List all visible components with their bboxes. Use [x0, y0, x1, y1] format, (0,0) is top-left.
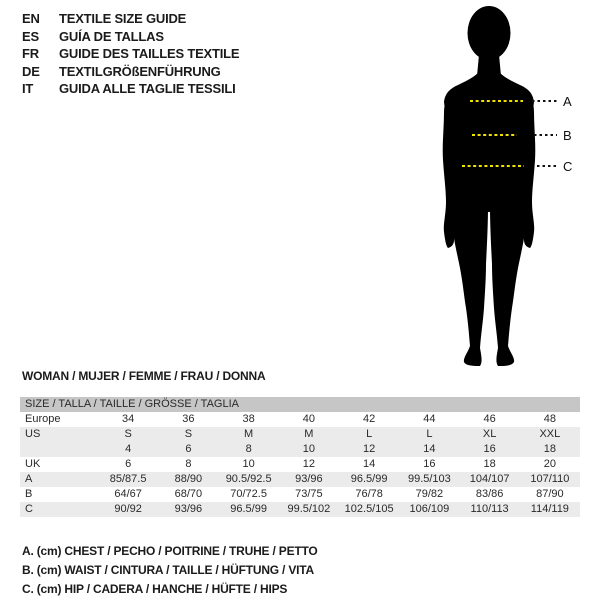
- language-code: EN: [22, 11, 40, 26]
- language-label: TEXTILGRÖßENFÜHRUNG: [59, 63, 221, 79]
- language-label: GUIDA ALLE TAGLIE TESSILI: [59, 81, 236, 96]
- language-label: GUIDE DES TAILLES TEXTILE: [59, 46, 240, 61]
- table-cell: 10: [302, 443, 315, 455]
- table-row: [20, 427, 580, 442]
- table-cell: 6: [185, 443, 192, 455]
- table-cell: 99.5/102: [287, 503, 331, 515]
- size-table-body: [20, 412, 580, 517]
- table-row: [20, 457, 580, 472]
- table-cell: 36: [182, 413, 195, 425]
- table-row-label: UK: [25, 458, 41, 470]
- table-cell: XXL: [539, 428, 561, 440]
- group-title: WOMAN / MUJER / FEMME / FRAU / DONNA: [22, 369, 266, 383]
- table-row-label: US: [25, 428, 41, 440]
- table-cell: 48: [543, 413, 556, 425]
- legend-line: B. (cm) WAIST / CINTURA / TAILLE / HÜFTUNG / VITA: [22, 563, 314, 577]
- size-table: [20, 397, 580, 517]
- language-code: DE: [22, 63, 40, 79]
- legend-line: C. (cm) HIP / CADERA / HANCHE / HÜFTE / HIPS: [22, 582, 288, 596]
- table-cell: 73/75: [295, 488, 323, 500]
- table-cell: L: [366, 428, 373, 440]
- table-cell: 8: [245, 443, 252, 455]
- table-cell: L: [426, 428, 433, 440]
- table-cell: 46: [483, 413, 496, 425]
- table-cell: 16: [483, 443, 496, 455]
- table-cell: S: [124, 428, 132, 440]
- figure-svg: [400, 0, 600, 380]
- language-code: ES: [22, 28, 39, 44]
- table-cell: 12: [363, 443, 376, 455]
- marker-label-b: B: [563, 128, 572, 143]
- language-list: [22, 10, 239, 98]
- table-cell: 88/90: [174, 473, 203, 485]
- table-cell: 87/90: [536, 488, 564, 500]
- table-cell: 42: [363, 413, 376, 425]
- table-cell: 4: [125, 443, 132, 455]
- table-cell: M: [244, 428, 254, 440]
- table-cell: 110/113: [470, 503, 509, 515]
- table-row: [20, 487, 580, 502]
- table-cell: S: [184, 428, 193, 440]
- table-cell: 96.5/99: [350, 473, 388, 485]
- table-cell: 40: [302, 413, 315, 425]
- table-cell: 18: [543, 443, 556, 455]
- table-cell: 14: [423, 443, 436, 455]
- table-row-label: Europe: [25, 413, 61, 425]
- table-row-label: C: [25, 503, 33, 515]
- language-row: [22, 45, 239, 63]
- language-code: FR: [22, 46, 39, 61]
- language-row: [22, 80, 239, 98]
- silhouette-left-leg: [452, 206, 488, 366]
- language-label: GUÍA DE TALLAS: [59, 28, 164, 44]
- table-cell: 10: [242, 458, 255, 470]
- table-cell: 90/92: [114, 503, 142, 515]
- table-cell: 79/82: [415, 488, 444, 500]
- table-cell: 18: [483, 458, 496, 470]
- table-cell: XL: [482, 428, 497, 440]
- table-row: [20, 412, 580, 427]
- table-cell: 96.5/99: [230, 503, 267, 515]
- table-row: [20, 442, 580, 457]
- table-cell: 14: [363, 458, 376, 470]
- table-cell: 107/110: [530, 473, 570, 485]
- marker-label-c: C: [563, 159, 573, 174]
- table-cell: 102.5/105: [344, 503, 394, 515]
- table-cell: 34: [122, 413, 135, 425]
- legend-block: [22, 542, 318, 599]
- table-cell: 76/78: [355, 488, 383, 500]
- table-row: [20, 502, 580, 517]
- table-cell: 6: [125, 458, 132, 470]
- language-code: IT: [22, 81, 34, 96]
- silhouette-right-leg: [490, 206, 526, 366]
- marker-label-a: A: [563, 94, 572, 109]
- table-cell: 104/107: [469, 473, 510, 485]
- table-cell: 20: [543, 458, 556, 470]
- table-cell: 70/72.5: [230, 488, 267, 500]
- table-cell: 93/96: [174, 503, 203, 515]
- table-cell: 12: [302, 458, 315, 470]
- table-cell: 85/87.5: [109, 473, 147, 485]
- table-cell: 90.5/92.5: [225, 473, 272, 485]
- table-header-bar: SIZE / TALLA / TAILLE / GRÖSSE / TAGLIA: [20, 397, 580, 412]
- table-row-label: [20, 442, 98, 457]
- language-row: [22, 10, 239, 28]
- table-cell: 114/119: [530, 503, 569, 515]
- table-cell: 68/70: [174, 488, 203, 500]
- table-cell: 16: [423, 458, 436, 470]
- legend-line: A. (cm) CHEST / PECHO / POITRINE / TRUHE / PETTO: [22, 544, 318, 558]
- table-cell: 106/109: [409, 503, 450, 515]
- table-row-label: B: [25, 488, 33, 500]
- language-label: TEXTILE SIZE GUIDE: [59, 11, 187, 26]
- table-cell: 64/67: [114, 488, 142, 500]
- table-cell: 38: [242, 413, 255, 425]
- woman-silhouette: [443, 6, 536, 366]
- language-row: [22, 28, 239, 46]
- table-row-label: A: [25, 473, 33, 485]
- table-cell: 99.5/103: [407, 473, 451, 485]
- table-cell: M: [304, 428, 314, 440]
- table-row: [20, 472, 580, 487]
- table-cell: 44: [423, 413, 436, 425]
- table-cell: 93/96: [295, 473, 323, 485]
- language-row: [22, 63, 239, 81]
- table-cell: 83/86: [475, 488, 504, 500]
- table-cell: 8: [185, 458, 192, 470]
